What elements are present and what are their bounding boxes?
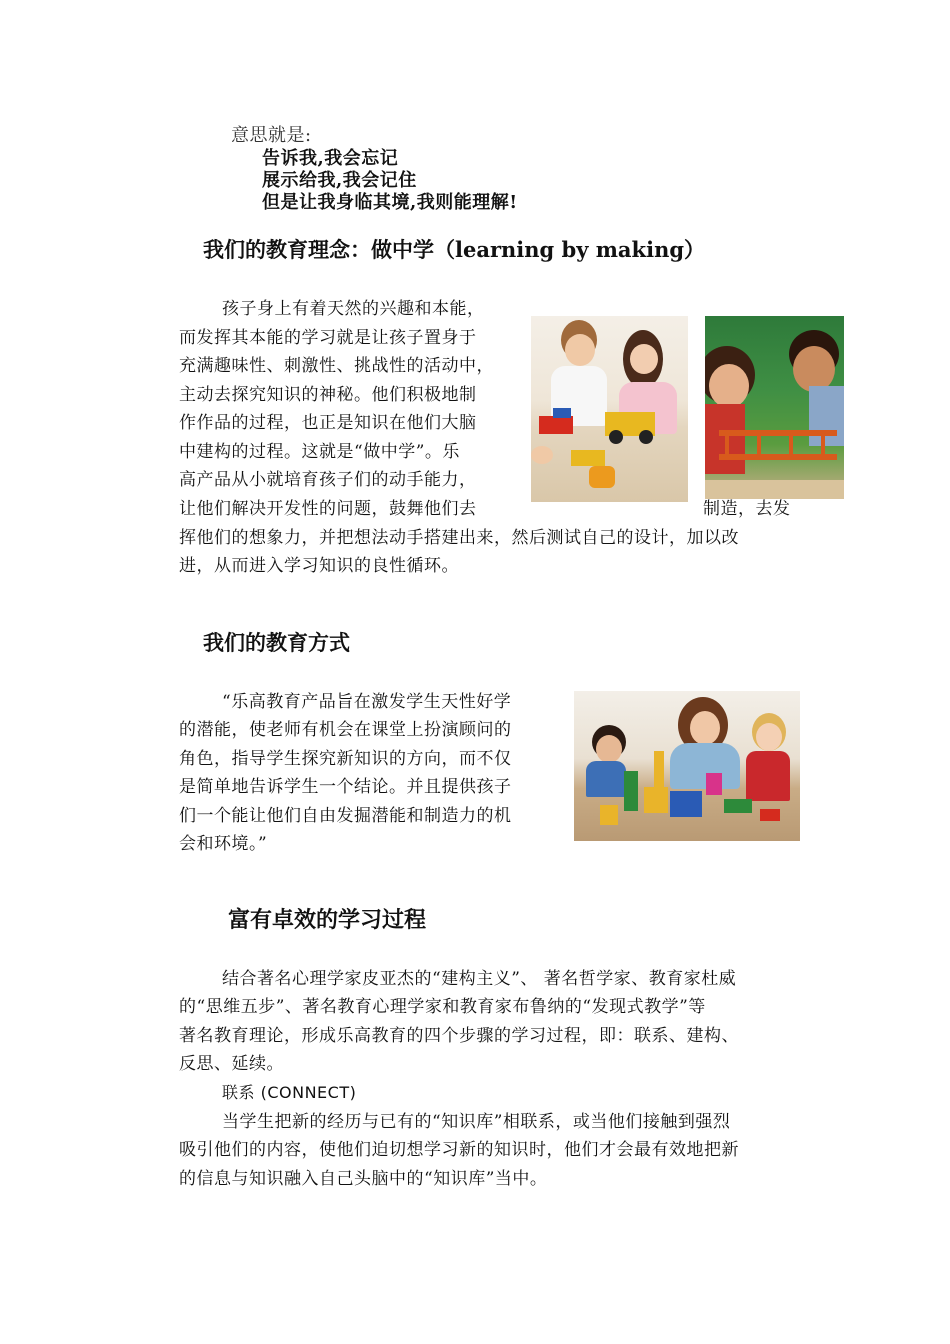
- paragraph-line: 反思、延续。: [179, 1054, 284, 1074]
- intro-line-1: 告诉我,我会忘记: [262, 148, 399, 169]
- paragraph-line: 中建构的过程。这就是“做中学”。乐: [179, 442, 460, 462]
- paragraph-line: 主动去探究知识的神秘。他们积极地制: [179, 385, 477, 405]
- paragraph-line: 高产品从小就培育孩子们的动手能力，: [179, 470, 477, 490]
- bridge-building-photo: [705, 316, 844, 499]
- paragraph-line: 会和环境。”: [179, 834, 268, 854]
- paragraph-line: 制造，去发: [703, 499, 791, 519]
- paragraph-line: 吸引他们的内容，使他们迫切想学习新的知识时，他们才会最有效地把新: [179, 1140, 739, 1160]
- paragraph-line: 的“思维五步”、著名教育心理学家和教育家布鲁纳的“发现式教学”等: [179, 997, 706, 1017]
- paragraph-line: 当学生把新的经历与已有的“知识库”相联系，或当他们接触到强烈: [222, 1112, 731, 1132]
- paragraph-line: 孩子身上有着天然的兴趣和本能，: [222, 299, 485, 319]
- intro-line-2: 展示给我,我会记住: [262, 170, 417, 191]
- intro-lead: 意思就是:: [231, 125, 312, 146]
- section-heading-method: 我们的教育方式: [203, 630, 350, 655]
- paragraph-line: 的信息与知识融入自己头脑中的“知识库”当中。: [179, 1169, 548, 1189]
- section-heading-process: 富有卓效的学习过程: [228, 907, 427, 933]
- connect-subheading: 联系 (CONNECT): [222, 1083, 357, 1102]
- paragraph-line: 作作品的过程，也正是知识在他们大脑: [179, 413, 477, 433]
- paragraph-line: 著名教育理论，形成乐高教育的四个步骤的学习过程，即：联系、建构、: [179, 1026, 739, 1046]
- kids-building-photo: [531, 316, 688, 502]
- paragraph-line: 结合著名心理学家皮亚杰的“建构主义”、 著名哲学家、教育家杜威: [222, 969, 737, 989]
- paragraph-line: “乐高教育产品旨在激发学生天性好学: [222, 692, 512, 712]
- paragraph-line: 挥他们的想象力，并把想法动手搭建出来，然后测试自己的设计，加以改: [179, 528, 739, 548]
- paragraph-line: 进，从而进入学习知识的良性循环。: [179, 556, 459, 576]
- section-heading-philosophy: 我们的教育理念：做中学（learning by making）: [203, 237, 706, 262]
- paragraph-line: 的潜能，使老师有机会在课堂上扮演顾问的: [179, 720, 512, 740]
- paragraph-line: 是简单地告诉学生一个结论。并且提供孩子: [179, 777, 512, 797]
- intro-line-3: 但是让我身临其境,我则能理解!: [262, 192, 518, 213]
- paragraph-line: 充满趣味性、刺激性、挑战性的活动中，: [179, 356, 494, 376]
- teacher-with-children-photo: [574, 691, 800, 841]
- paragraph-line: 们一个能让他们自由发掘潜能和制造力的机: [179, 806, 512, 826]
- paragraph-line: 角色，指导学生探究新知识的方向，而不仅: [179, 749, 512, 769]
- paragraph-line: 而发挥其本能的学习就是让孩子置身于: [179, 328, 477, 348]
- paragraph-line: 让他们解决开发性的问题，鼓舞他们去: [179, 499, 477, 519]
